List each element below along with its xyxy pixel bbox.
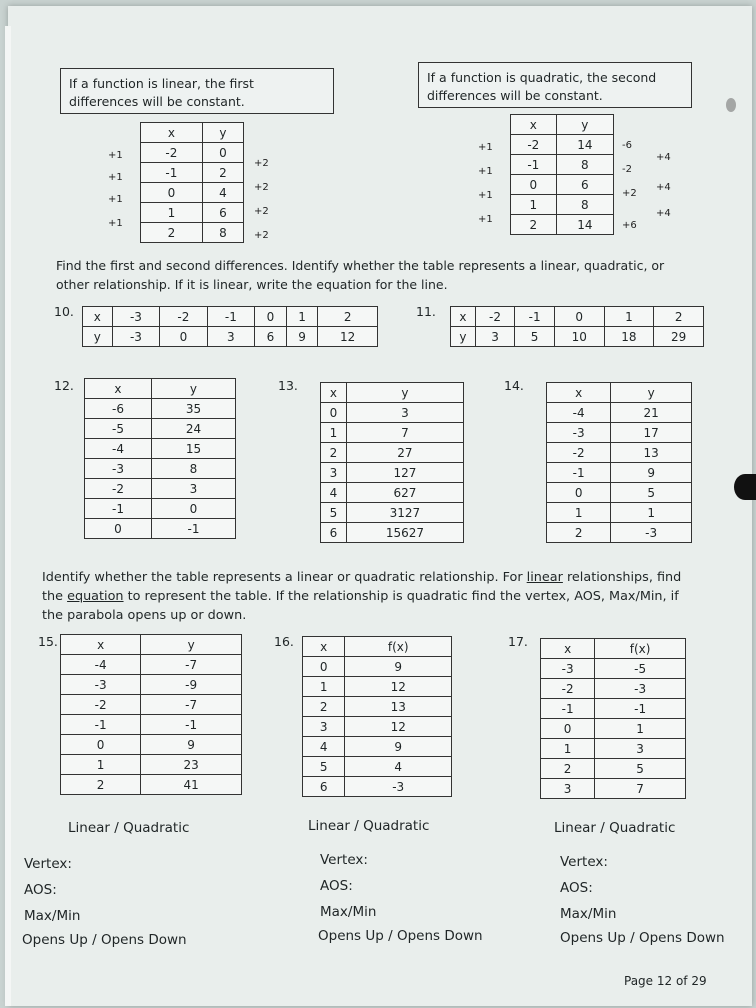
cell: 15 [151,439,235,459]
cell: 35 [151,399,235,419]
cell: -7 [141,695,242,715]
quadratic-definition-line2: differences will be constant. [427,88,603,103]
cell: -2 [85,479,152,499]
cell: -1 [595,699,686,719]
row-label-x: x [83,307,113,327]
cell: 8 [556,155,613,175]
cell: -3 [541,659,595,679]
cell: 41 [141,775,242,795]
cell: 29 [654,327,704,347]
header-x: x [547,383,611,403]
problem-number-13: 13. [278,378,298,393]
cell: 0 [255,307,287,327]
cell: 1 [604,307,654,327]
cell: 14 [556,215,613,235]
cell: 9 [141,735,242,755]
problem-13-table [320,382,464,543]
cell: 0 [160,327,207,347]
cell: 2 [141,223,203,243]
second-difference-mark: +4 [656,152,671,163]
first-difference-mark: +2 [622,188,637,199]
cell: 2 [303,697,345,717]
cell: -1 [207,307,254,327]
text-span: the [42,589,68,604]
cell: 2 [202,163,243,183]
header-y: y [611,383,692,403]
cell: 1 [61,755,141,775]
cell: 7 [346,423,463,443]
cell: 6 [303,777,345,797]
page-number: Page 12 of 29 [624,974,707,988]
cell: 3 [475,327,515,347]
cell: 2 [541,759,595,779]
quadratic-definition-box [418,62,692,108]
cell: 2 [547,523,611,543]
cell: -2 [475,307,515,327]
cell: 1 [303,677,345,697]
cell: -2 [141,143,203,163]
cell: 9 [345,657,452,677]
header-y: y [141,635,242,655]
cell: 18 [604,327,654,347]
aos-label: AOS: [320,878,353,894]
problem-number-11: 11. [416,304,436,319]
cell: 2 [321,443,347,463]
cell: -7 [141,655,242,675]
quadratic-left-mark: +1 [478,166,493,177]
header-y: y [151,379,235,399]
cell: 0 [554,307,604,327]
opens-choice[interactable]: Opens Up / Opens Down [560,930,725,946]
linear-left-mark: +1 [108,218,123,229]
underlined-word: equation [67,589,124,604]
linear-quadratic-choice-15[interactable]: Linear / Quadratic [68,820,190,836]
cell: 3 [207,327,254,347]
cell: 13 [611,443,692,463]
instructions-part1 [56,256,746,294]
linear-example-table [140,122,244,243]
text-span: to represent the table. If the relationship is quadratic find the vertex, AOS, Max/Min, if [123,589,679,604]
cell: 5 [515,327,555,347]
header-x: x [85,379,152,399]
cell: 27 [346,443,463,463]
cell: -3 [112,307,159,327]
cell: 12 [345,677,452,697]
header-x: x [303,637,345,657]
cell: -5 [595,659,686,679]
cell: -1 [141,715,242,735]
problem-16-table [302,636,452,797]
text-span: relationships, find [562,570,682,585]
linear-right-mark: +2 [254,182,269,193]
cell: 6 [255,327,287,347]
cell: 9 [286,327,318,347]
problem-14-table [546,382,692,543]
problem-number-15: 15. [38,634,58,649]
cell: -1 [141,163,203,183]
aos-label: AOS: [560,880,593,896]
aos-label: AOS: [24,882,57,898]
cell: 0 [85,519,152,539]
cell: 3 [151,479,235,499]
linear-right-mark: +2 [254,230,269,241]
first-difference-mark: -2 [622,164,632,175]
cell: -3 [611,523,692,543]
cell: 3 [595,739,686,759]
maxmin-label: Max/Min [24,908,81,924]
cell: -6 [85,399,152,419]
linear-quadratic-choice-16[interactable]: Linear / Quadratic [308,818,430,834]
linear-left-mark: +1 [108,172,123,183]
cell: -4 [85,439,152,459]
cell: 13 [345,697,452,717]
linear-definition-box [60,68,334,114]
problem-number-16: 16. [274,634,294,649]
linear-left-mark: +1 [108,150,123,161]
opens-choice[interactable]: Opens Up / Opens Down [318,928,483,944]
problem-number-14: 14. [504,378,524,393]
problem-number-12: 12. [54,378,74,393]
row-label-x: x [451,307,476,327]
instructions-line [42,587,746,606]
cell: 2 [318,307,378,327]
instructions-line: Find the first and second differences. Identify whether the table represents a linear, quadratic, or [56,258,665,273]
cell: 5 [321,503,347,523]
cell: 7 [595,779,686,799]
cell: 1 [141,203,203,223]
cell: 4 [303,737,345,757]
cell: 10 [554,327,604,347]
header-fx: f(x) [345,637,452,657]
binder-clip [734,474,756,500]
cell: 2 [511,215,557,235]
cell: 3 [346,403,463,423]
first-difference-mark: +6 [622,220,637,231]
cell: -3 [547,423,611,443]
cell: 9 [345,737,452,757]
problem-15-table [60,634,242,795]
worksheet-page [8,6,752,1006]
cell: -1 [511,155,557,175]
cell: -1 [151,519,235,539]
cell: 12 [345,717,452,737]
cell: 3 [321,463,347,483]
header-x: x [321,383,347,403]
maxmin-label: Max/Min [320,904,377,920]
cell: -4 [61,655,141,675]
cell: 3 [303,717,345,737]
header-y: y [346,383,463,403]
vertex-label: Vertex: [24,856,72,872]
header-y: y [556,115,613,135]
cell: 1 [321,423,347,443]
cell: -3 [112,327,159,347]
cell: 4 [202,183,243,203]
quadratic-definition-line1: If a function is quadratic, the second [427,70,657,85]
cell: -9 [141,675,242,695]
cell: 0 [321,403,347,423]
header-x: x [541,639,595,659]
underlined-word: linear [526,570,563,585]
cell: 15627 [346,523,463,543]
cell: -1 [541,699,595,719]
cell: 0 [541,719,595,739]
cell: 17 [611,423,692,443]
cell: 627 [346,483,463,503]
cell: 4 [345,757,452,777]
cell: 8 [202,223,243,243]
maxmin-label: Max/Min [560,906,617,922]
cell: -1 [61,715,141,735]
cell: 127 [346,463,463,483]
quadratic-left-mark: +1 [478,142,493,153]
cell: 5 [303,757,345,777]
problem-number-17: 17. [508,634,528,649]
cell: 12 [318,327,378,347]
quadratic-example-table [510,114,614,235]
vertex-label: Vertex: [560,854,608,870]
linear-left-mark: +1 [108,194,123,205]
problem-12-table [84,378,236,539]
header-x: x [511,115,557,135]
cell: 1 [595,719,686,739]
smudge [726,98,736,112]
cell: -2 [541,679,595,699]
cell: 3 [541,779,595,799]
cell: 1 [611,503,692,523]
header-x: x [61,635,141,655]
second-difference-mark: +4 [656,208,671,219]
cell: 8 [556,195,613,215]
text-span: Identify whether the table represents a linear or quadratic relationship. For [42,570,527,585]
cell: 21 [611,403,692,423]
cell: 2 [61,775,141,795]
cell: 14 [556,135,613,155]
cell: -2 [61,695,141,715]
cell: 0 [303,657,345,677]
row-label-y: y [83,327,113,347]
cell: 5 [611,483,692,503]
header-y: y [202,123,243,143]
linear-right-mark: +2 [254,206,269,217]
problem-number-10: 10. [54,304,74,319]
cell: -1 [547,463,611,483]
linear-right-mark: +2 [254,158,269,169]
problem-11-table [450,306,704,347]
cell: 0 [61,735,141,755]
first-difference-mark: -6 [622,140,632,151]
header-x: x [141,123,203,143]
cell: 8 [151,459,235,479]
cell: -3 [85,459,152,479]
second-difference-mark: +4 [656,182,671,193]
cell: 0 [151,499,235,519]
cell: 0 [202,143,243,163]
linear-definition-line2: differences will be constant. [69,94,245,109]
cell: 0 [141,183,203,203]
cell: 2 [654,307,704,327]
cell: 1 [541,739,595,759]
cell: -1 [85,499,152,519]
quadratic-left-mark: +1 [478,190,493,201]
cell: -3 [595,679,686,699]
header-fx: f(x) [595,639,686,659]
instructions-line: the parabola opens up or down. [42,608,247,623]
opens-choice[interactable]: Opens Up / Opens Down [22,932,187,948]
cell: 23 [141,755,242,775]
cell: -3 [345,777,452,797]
linear-definition-line1: If a function is linear, the first [69,76,254,91]
linear-quadratic-choice-17[interactable]: Linear / Quadratic [554,820,676,836]
cell: -2 [160,307,207,327]
instructions-line [42,568,746,587]
cell: 24 [151,419,235,439]
cell: 0 [547,483,611,503]
cell: 6 [321,523,347,543]
vertex-label: Vertex: [320,852,368,868]
instructions-part2 [42,568,746,625]
row-label-y: y [451,327,476,347]
cell: 6 [556,175,613,195]
cell: 9 [611,463,692,483]
problem-10-table [82,306,378,347]
cell: -3 [61,675,141,695]
cell: 6 [202,203,243,223]
cell: -2 [547,443,611,463]
cell: -4 [547,403,611,423]
cell: -1 [515,307,555,327]
cell: 5 [595,759,686,779]
cell: 3127 [346,503,463,523]
instructions-line: other relationship. If it is linear, write the equation for the line. [56,277,448,292]
quadratic-left-mark: +1 [478,214,493,225]
cell: -2 [511,135,557,155]
cell: -5 [85,419,152,439]
problem-17-table [540,638,686,799]
page-edge [5,26,11,1006]
cell: 1 [286,307,318,327]
cell: 1 [547,503,611,523]
cell: 0 [511,175,557,195]
cell: 1 [511,195,557,215]
cell: 4 [321,483,347,503]
